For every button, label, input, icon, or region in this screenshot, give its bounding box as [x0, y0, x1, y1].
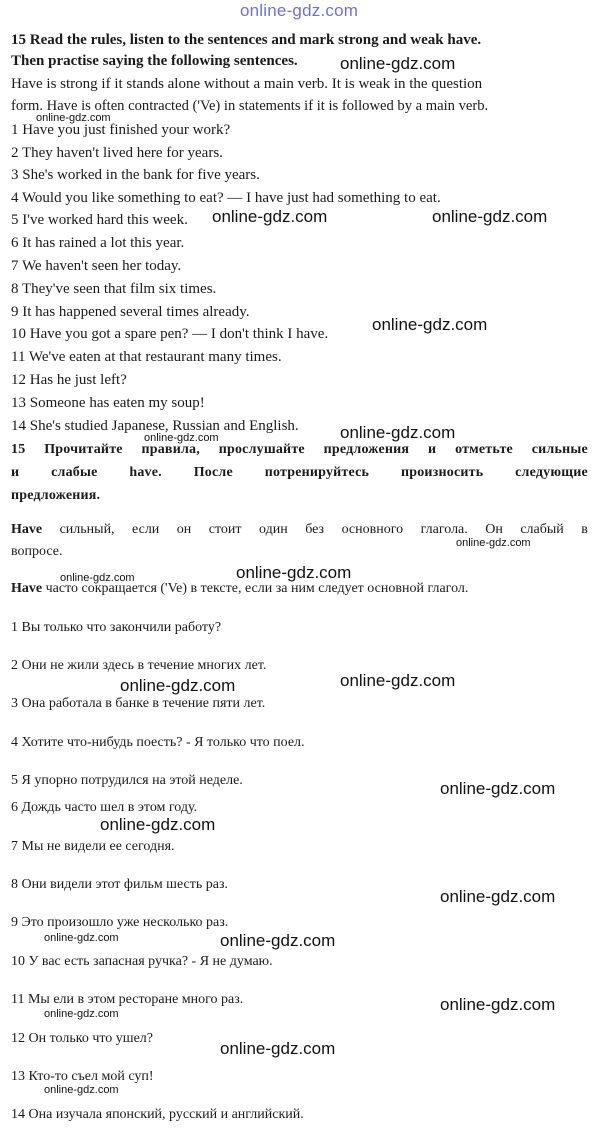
sentence-ru-3: 3 Она работала в банке в течение пяти лет.: [11, 696, 266, 711]
sentence-ru-4: 4 Хотите что-нибудь поесть? - Я только что поел.: [11, 735, 305, 750]
watermark: online-gdz.com: [144, 432, 219, 444]
sentence-ru-12: 12 Он только что ушел?: [11, 1031, 153, 1046]
sentence-en-6: 6 It has rained a lot this year.: [11, 235, 185, 251]
watermark: online-gdz.com: [340, 423, 456, 442]
sentence-ru-10: 10 У вас есть запасная ручка? - Я не думаю.: [11, 954, 273, 969]
watermark: online-gdz.com: [220, 931, 336, 950]
exercise-heading-ru-line1: 15 Прочитайте правила, прослушайте предложения и отметьте сильные: [11, 442, 588, 457]
watermark: online-gdz.com: [440, 995, 556, 1014]
sentence-en-9: 9 It has happened several times already.: [11, 304, 250, 320]
sentence-ru-7: 7 Мы не видели ее сегодня.: [11, 839, 175, 854]
sentence-ru-11: 11 Мы ели в этом ресторане много раз.: [11, 992, 244, 1007]
sentence-ru-14: 14 Она изучала японский, русский и английский.: [11, 1107, 304, 1122]
sentence-en-3: 3 She's worked in the bank for five years.: [11, 167, 260, 183]
sentence-en-13: 13 Someone has eaten my soup!: [11, 395, 205, 411]
watermark: online-gdz.com: [340, 54, 456, 73]
sentence-en-2: 2 They haven't lived here for years.: [11, 145, 223, 161]
watermark: online-gdz.com: [44, 1008, 119, 1020]
watermark: online-gdz.com: [372, 315, 488, 334]
watermark: online-gdz.com: [236, 563, 352, 582]
rule-ru-1-line2: вопросе.: [11, 544, 63, 559]
watermark: online-gdz.com: [432, 207, 548, 226]
sentence-ru-13: 13 Кто-то съел мой суп!: [11, 1069, 154, 1084]
watermark: online-gdz.com: [36, 112, 111, 124]
rule-ru-2-bold: Have: [11, 581, 43, 596]
sentence-en-12: 12 Has he just left?: [11, 372, 127, 388]
sentence-ru-6: 6 Дождь часто шел в этом году.: [11, 800, 198, 815]
sentence-en-4: 4 Would you like something to eat? — I have just had something to eat.: [11, 190, 441, 206]
sentence-en-7: 7 We haven't seen her today.: [11, 258, 182, 274]
rule-en-line1: Have is strong if it stands alone without a main verb. It is weak in the question: [11, 76, 483, 92]
sentence-ru-1: 1 Вы только что закончили работу?: [11, 620, 222, 635]
sentence-ru-9: 9 Это произошло уже несколько раз.: [11, 915, 229, 930]
watermark: online-gdz.com: [60, 572, 135, 584]
exercise-heading-en-line1: 15 Read the rules, listen to the sentences and mark strong and weak have.: [11, 32, 482, 48]
exercise-heading-en-line2: Then practise saying the following sentences.: [11, 53, 298, 69]
sentence-en-11: 11 We've eaten at that restaurant many times.: [11, 349, 282, 365]
watermark: online-gdz.com: [120, 676, 236, 695]
sentence-ru-2: 2 Они не жили здесь в течение многих лет.: [11, 658, 267, 673]
sentence-en-5: 5 I've worked hard this week.: [11, 212, 188, 228]
exercise-heading-ru-line2: и слабые have. После потренируйтесь произносить следующие: [11, 465, 588, 480]
watermark-top: online-gdz.com: [240, 1, 359, 20]
watermark: online-gdz.com: [456, 537, 531, 549]
sentence-en-1: 1 Have you just finished your work?: [11, 122, 231, 138]
watermark: online-gdz.com: [340, 671, 456, 690]
watermark: online-gdz.com: [44, 1084, 119, 1096]
watermark: online-gdz.com: [212, 207, 328, 226]
watermark: online-gdz.com: [440, 779, 556, 798]
exercise-heading-ru-line3: предложения.: [11, 488, 101, 503]
rule-ru-2-text: часто сокращается ('Ve) в тексте, если за ним следует основной глагол.: [45, 581, 469, 596]
sentence-ru-5: 5 Я упорно потрудился на этой неделе.: [11, 773, 243, 788]
watermark: online-gdz.com: [44, 932, 119, 944]
sentence-en-14: 14 She's studied Japanese, Russian and English.: [11, 418, 299, 434]
rule-en-line2: form. Have is often contracted ('Ve) in statements if it is followed by a main verb.: [11, 98, 489, 114]
sentence-en-8: 8 They've seen that film six times.: [11, 281, 217, 297]
watermark: online-gdz.com: [440, 887, 556, 906]
sentence-en-10: 10 Have you got a spare pen? — I don't think I have.: [11, 326, 329, 342]
sentence-ru-8: 8 Они видели этот фильм шесть раз.: [11, 877, 228, 892]
rule-ru-1-line1: Have сильный, если он стоит один без основного глагола. Он слабый в: [11, 522, 588, 537]
watermark: online-gdz.com: [100, 815, 216, 834]
watermark: online-gdz.com: [220, 1039, 336, 1058]
